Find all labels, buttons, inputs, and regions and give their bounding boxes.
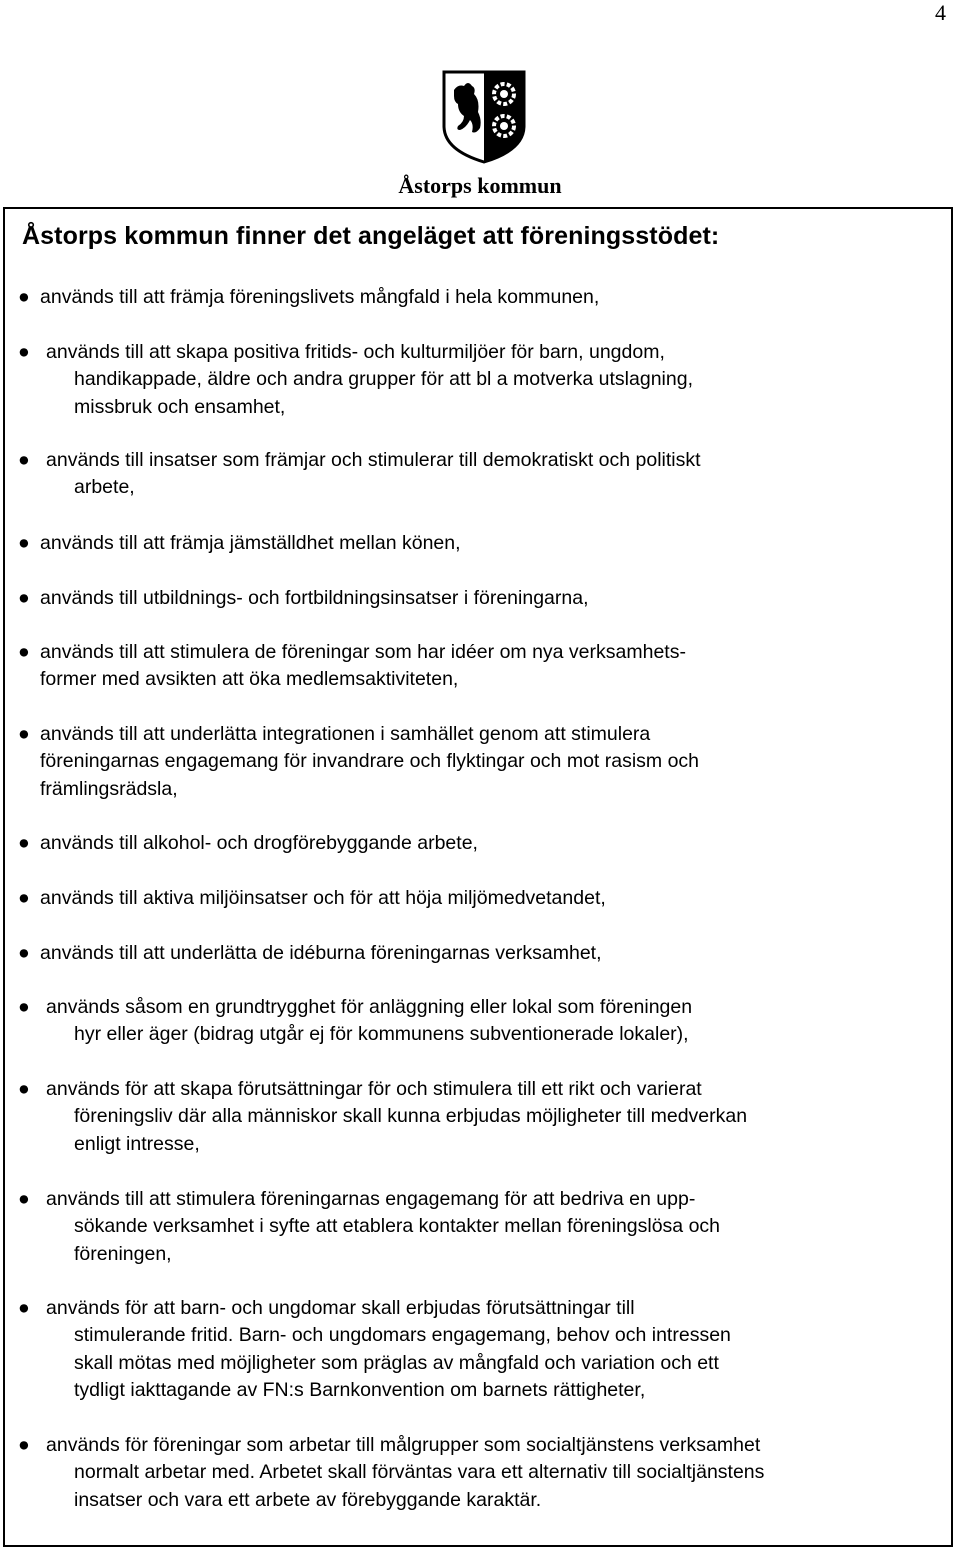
- list-item: ● används till att skapa positiva fritids- och kulturmiljöer för barn, ungdom, handikappade, äldre och andra grupper för att bl a motverka utslagning, missbruk och ensamhet,: [18, 341, 693, 418]
- bullet-icon: ●: [18, 996, 30, 1018]
- bullet-icon: ●: [18, 1434, 30, 1456]
- bullet-icon: ●: [18, 1297, 30, 1319]
- list-item: ● används till alkohol- och drogförebyggande arbete,: [18, 830, 938, 857]
- list-item: ● används till att främja föreningslivets mångfald i hela kommunen,: [18, 284, 938, 311]
- list-item: ● används till att främja jämställdhet mellan könen,: [18, 530, 938, 557]
- organization-name: Åstorps kommun: [398, 173, 562, 198]
- bullet-icon: ●: [18, 341, 30, 363]
- coat-of-arms-icon: [440, 68, 528, 164]
- bullet-icon: ●: [18, 449, 30, 471]
- bullet-icon: ●: [18, 587, 30, 609]
- page-number: 4: [935, 0, 946, 25]
- bullet-icon: ●: [18, 641, 30, 663]
- bullet-icon: ●: [18, 1078, 30, 1100]
- list-item: ● används till att stimulera de föreningar som har idéer om nya verksamhets- former med avsikten att öka medlemsaktiviteten,: [18, 641, 686, 691]
- bullet-icon: ●: [18, 887, 30, 909]
- list-item: ● används till att stimulera föreningarnas engagemang för att bedriva en upp- sökande verksamhet i syfte att etablera kontakter mellan föreningslösa och föreningen,: [18, 1188, 721, 1265]
- list-item: ● används till att underlätta de idéburna föreningarnas verksamhet,: [18, 940, 938, 967]
- list-item: ● används såsom en grundtrygghet för anläggning eller lokal som föreningen hyr eller äger (bidrag utgår ej för kommunens subventionerade lokaler),: [18, 996, 693, 1046]
- bullet-icon: ●: [18, 723, 30, 745]
- list-item: ● används till utbildnings- och fortbildningsinsatser i föreningarna,: [18, 585, 938, 612]
- bullet-icon: ●: [18, 286, 30, 308]
- bullet-icon: ●: [18, 832, 30, 854]
- list-item: ● används för att barn- och ungdomar skall erbjudas förutsättningar till stimulerande fritid. Barn- och ungdomars engagemang, behov och intressen skall mötas med möjligheter som präglas av mångfald och variation och ett tydligt iakttagande av FN:s Barnkonvention om barnets rättigheter,: [18, 1297, 731, 1401]
- bullet-icon: ●: [18, 532, 30, 554]
- page-heading: Åstorps kommun finner det angeläget att föreningsstödet:: [22, 222, 720, 250]
- list-item: ● används till att underlätta integrationen i samhället genom att stimulera föreningarnas engagemang för invandrare och flyktingar och mot rasism och främlingsrädsla,: [18, 723, 700, 800]
- list-item: ● används till aktiva miljöinsatser och för att höja miljömedvetandet,: [18, 885, 938, 912]
- list-item: ● används för att skapa förutsättningar för och stimulera till ett rikt och varierat föreningsliv där alla människor skall kunna erbjudas möjligheter till medverkan enligt intresse,: [18, 1078, 748, 1155]
- list-item: ● används för föreningar som arbetar till målgrupper som socialtjänstens verksamhet normalt arbetar med. Arbetet skall förväntas vara ett alternativ till socialtjänstens insatser och vara ett arbete av förebyggande karaktär.: [18, 1434, 765, 1511]
- bullet-icon: ●: [18, 942, 30, 964]
- bullet-icon: ●: [18, 1188, 30, 1210]
- list-item: ● används till insatser som främjar och stimulerar till demokratiskt och politiskt arbete,: [18, 449, 701, 499]
